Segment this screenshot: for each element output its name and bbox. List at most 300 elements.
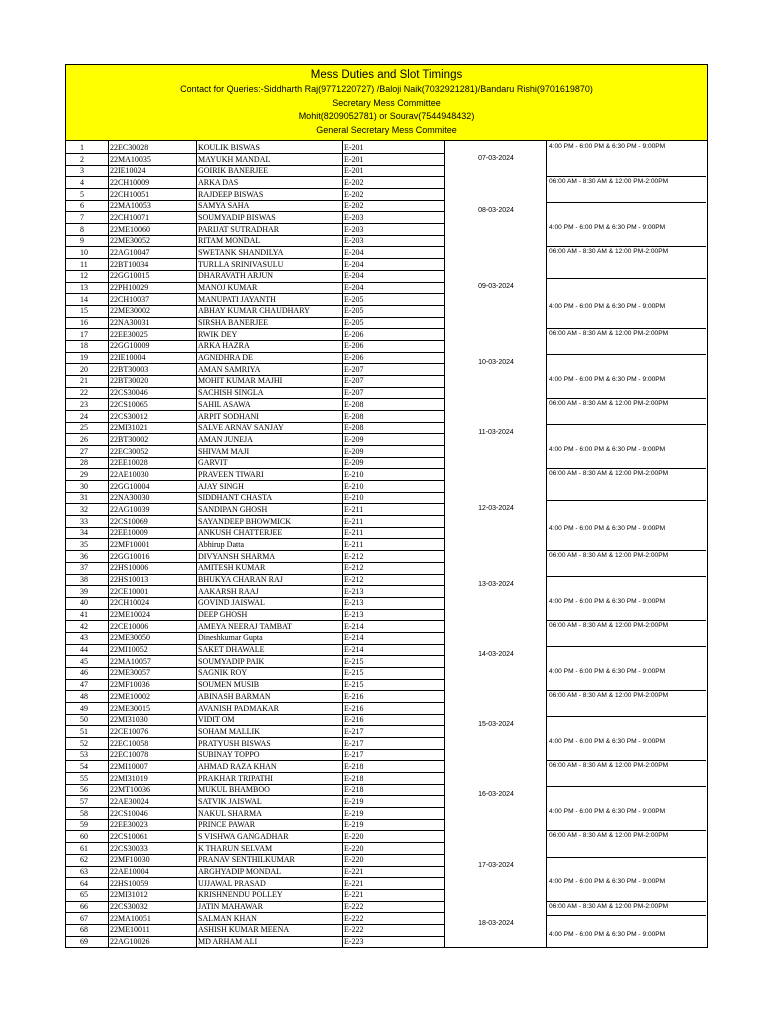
cell-serial: 56 <box>80 785 88 795</box>
cell-room: E-221 <box>344 878 364 888</box>
cell-serial: 49 <box>80 703 88 713</box>
slot-divider <box>546 202 706 203</box>
cell-room: E-204 <box>344 283 364 293</box>
cell-student-name: S VISHWA GANGADHAR <box>198 831 289 841</box>
cell-student-name: UJJAWAL PRASAD <box>198 878 266 888</box>
cell-serial: 17 <box>80 329 88 339</box>
cell-serial: 69 <box>80 937 88 947</box>
cell-student-name: SOUMYADIP BISWAS <box>198 212 276 222</box>
cell-student-name: ARPIT SODHANI <box>198 411 259 421</box>
cell-room: E-219 <box>344 820 364 830</box>
slot-timing-evening: 4:00 PM - 6:00 PM & 6:30 PM - 9:00PM <box>549 223 666 231</box>
cell-roll-number: 22BT30020 <box>110 376 149 386</box>
duty-date: 10-03-2024 <box>478 359 514 367</box>
cell-room: E-203 <box>344 236 364 246</box>
cell-roll-number: 22CS10069 <box>110 516 148 526</box>
cell-roll-number: 22CH10071 <box>110 212 150 222</box>
cell-room: E-214 <box>344 621 364 631</box>
cell-serial: 24 <box>80 411 88 421</box>
cell-roll-number: 22CS30032 <box>110 902 148 912</box>
cell-serial: 10 <box>80 247 88 257</box>
cell-serial: 30 <box>80 481 88 491</box>
cell-roll-number: 22MI31019 <box>110 773 148 783</box>
cell-roll-number: 22MI10052 <box>110 645 148 655</box>
cell-serial: 66 <box>80 902 88 912</box>
cell-roll-number: 22CS30046 <box>110 388 148 398</box>
cell-roll-number: 22ME30057 <box>110 668 150 678</box>
cell-room: E-204 <box>344 247 364 257</box>
cell-roll-number: 22MA10057 <box>110 656 151 666</box>
cell-serial: 55 <box>80 773 88 783</box>
slot-timing-evening: 4:00 PM - 6:00 PM & 6:30 PM - 9:00PM <box>549 737 666 745</box>
cell-serial: 29 <box>80 469 88 479</box>
cell-student-name: SAHIL ASAWA <box>198 399 251 409</box>
cell-roll-number: 22CS30033 <box>110 843 148 853</box>
cell-student-name: PRANAV SENTHILKUMAR <box>198 855 295 865</box>
cell-serial: 51 <box>80 726 88 736</box>
cell-student-name: GOIRIK BANERJEE <box>198 166 268 176</box>
cell-room: E-209 <box>344 458 364 468</box>
cell-serial: 15 <box>80 306 88 316</box>
cell-serial: 54 <box>80 761 88 771</box>
cell-room: E-216 <box>344 715 364 725</box>
cell-roll-number: 22ME30050 <box>110 633 150 643</box>
cell-serial: 11 <box>80 259 88 269</box>
duty-date: 12-03-2024 <box>478 505 514 513</box>
cell-roll-number: 22HS10059 <box>110 878 149 888</box>
cell-room: E-213 <box>344 586 364 596</box>
cell-student-name: AMAN SAMRIYA <box>198 364 261 374</box>
column-divider <box>444 141 445 947</box>
cell-student-name: SAYANDEEP BHOWMICK <box>198 516 291 526</box>
cell-serial: 57 <box>80 796 88 806</box>
cell-roll-number: 22AE30024 <box>110 796 149 806</box>
cell-room: E-220 <box>344 831 364 841</box>
cell-serial: 63 <box>80 867 88 877</box>
cell-room: E-217 <box>344 750 364 760</box>
cell-room: E-216 <box>344 691 364 701</box>
general-secretary-role: General Secretary Mess Commitee <box>316 124 457 135</box>
cell-room: E-212 <box>344 551 364 561</box>
cell-roll-number: 22CE10001 <box>110 586 149 596</box>
cell-roll-number: 22EE10009 <box>110 528 148 538</box>
cell-student-name: NAKUL SHARMA <box>198 808 262 818</box>
cell-serial: 40 <box>80 598 88 608</box>
cell-serial: 8 <box>80 224 84 234</box>
cell-serial: 18 <box>80 341 88 351</box>
duty-date: 09-03-2024 <box>478 283 514 291</box>
duty-date: 14-03-2024 <box>478 651 514 659</box>
cell-student-name: MOHIT KUMAR MAJHI <box>198 376 283 386</box>
cell-serial: 50 <box>80 715 88 725</box>
duty-date: 16-03-2024 <box>478 791 514 799</box>
slot-divider <box>546 716 706 717</box>
cell-student-name: AHMAD RAZA KHAN <box>198 761 277 771</box>
cell-student-name: DEEP GHOSH <box>198 610 248 620</box>
cell-room: E-204 <box>344 259 364 269</box>
cell-student-name: RITAM MONDAL <box>198 236 261 246</box>
cell-room: E-207 <box>344 388 364 398</box>
slot-divider <box>546 915 706 916</box>
cell-serial: 34 <box>80 528 88 538</box>
slot-timing-evening: 4:00 PM - 6:00 PM & 6:30 PM - 9:00PM <box>549 667 666 675</box>
cell-student-name: MANUPATI JAYANTH <box>198 294 276 304</box>
cell-serial: 1 <box>80 142 84 152</box>
cell-serial: 19 <box>80 353 88 363</box>
cell-room: E-221 <box>344 867 364 877</box>
slot-timing-evening: 4:00 PM - 6:00 PM & 6:30 PM - 9:00PM <box>549 807 666 815</box>
cell-student-name: SWETANK SHANDILYA <box>198 247 284 257</box>
cell-room: E-209 <box>344 446 364 456</box>
slot-timing-evening: 4:00 PM - 6:00 PM & 6:30 PM - 9:00PM <box>549 375 666 383</box>
cell-room: E-215 <box>344 668 364 678</box>
slot-timing-morning: 06:00 AM - 8:30 AM & 12:00 PM-2:00PM <box>549 400 669 408</box>
cell-room: E-218 <box>344 785 364 795</box>
cell-roll-number: 22CS30012 <box>110 411 148 421</box>
cell-serial: 9 <box>80 236 84 246</box>
cell-roll-number: 22CH10037 <box>110 294 150 304</box>
slot-timing-morning: 06:00 AM - 8:30 AM & 12:00 PM-2:00PM <box>549 248 669 256</box>
cell-room: E-220 <box>344 855 364 865</box>
cell-student-name: MD ARHAM ALI <box>198 937 258 947</box>
duty-table <box>66 141 707 947</box>
cell-room: E-211 <box>344 539 364 549</box>
secretary-role: Secretary Mess Committee <box>332 97 441 108</box>
cell-serial: 59 <box>80 820 88 830</box>
cell-room: E-210 <box>344 481 364 491</box>
slot-divider <box>546 646 706 647</box>
contact-line-2: Mohit(8209052781) or Sourav(7544948432) <box>298 111 475 122</box>
cell-serial: 41 <box>80 610 88 620</box>
cell-serial: 39 <box>80 586 88 596</box>
cell-serial: 28 <box>80 458 88 468</box>
column-divider <box>546 141 547 947</box>
cell-serial: 46 <box>80 668 88 678</box>
contact-line: Contact for Queries:-Siddharth Raj(9771220727) /Baloji Naik(7032921281)/Bandaru Rishi(9701619870) <box>180 84 593 94</box>
cell-room: E-217 <box>344 726 364 736</box>
cell-serial: 4 <box>80 177 84 187</box>
cell-roll-number: 22ME10060 <box>110 224 150 234</box>
slot-timing-morning: 06:00 AM - 8:30 AM & 12:00 PM-2:00PM <box>549 178 669 186</box>
cell-serial: 5 <box>80 189 84 199</box>
cell-student-name: ANKUSH CHATTERJEE <box>198 528 283 538</box>
cell-student-name: SOHAM MALLIK <box>198 726 260 736</box>
cell-roll-number: 22ME30002 <box>110 306 150 316</box>
cell-room: E-212 <box>344 575 364 585</box>
cell-serial: 23 <box>80 399 88 409</box>
cell-student-name: ARGHYADIP MONDAL <box>198 867 282 877</box>
cell-student-name: KOULIK BISWAS <box>198 142 260 152</box>
cell-roll-number: 22ME10024 <box>110 610 150 620</box>
cell-serial: 31 <box>80 493 88 503</box>
cell-student-name: RWIK DEY <box>198 329 238 339</box>
cell-room: E-203 <box>344 212 364 222</box>
slot-timing-morning: 06:00 AM - 8:30 AM & 12:00 PM-2:00PM <box>549 470 669 478</box>
cell-student-name: Dineshkumar Gupta <box>198 633 263 643</box>
cell-roll-number: 22MI31030 <box>110 715 148 725</box>
cell-student-name: AGNIDHRA DE <box>198 353 253 363</box>
cell-serial: 27 <box>80 446 88 456</box>
cell-roll-number: 22MF10036 <box>110 680 150 690</box>
slot-divider <box>546 576 706 577</box>
cell-student-name: SOUMYADIP PAIK <box>198 656 265 666</box>
cell-roll-number: 22HS10006 <box>110 563 149 573</box>
cell-room: E-219 <box>344 808 364 818</box>
cell-roll-number: 22ME10002 <box>110 691 150 701</box>
cell-student-name: MUKUL BHAMBOO <box>198 785 270 795</box>
cell-serial: 37 <box>80 563 88 573</box>
cell-student-name: AMEYA NEERAJ TAMBAT <box>198 621 292 631</box>
slot-timing: 4:00 PM - 6:00 PM & 6:30 PM - 9:00PM <box>549 143 666 151</box>
cell-room: E-219 <box>344 796 364 806</box>
slot-timing-morning: 06:00 AM - 8:30 AM & 12:00 PM-2:00PM <box>549 902 669 910</box>
duty-date: 15-03-2024 <box>478 721 514 729</box>
slot-timing-morning: 06:00 AM - 8:30 AM & 12:00 PM-2:00PM <box>549 692 669 700</box>
duty-date: 18-03-2024 <box>478 919 514 927</box>
cell-roll-number: 22ME30052 <box>110 236 150 246</box>
cell-room: E-205 <box>344 294 364 304</box>
cell-room: E-208 <box>344 423 364 433</box>
cell-student-name: SUBINAY TOPPO <box>198 750 260 760</box>
cell-student-name: MAYUKH MANDAL <box>198 154 271 164</box>
cell-roll-number: 22MA10051 <box>110 913 151 923</box>
cell-serial: 64 <box>80 878 88 888</box>
cell-student-name: RAJDEEP BISWAS <box>198 189 264 199</box>
cell-student-name: DHARAVATH ARJUN <box>198 271 274 281</box>
cell-student-name: PARIJAT SUTRADHAR <box>198 224 280 234</box>
cell-serial: 6 <box>80 201 84 211</box>
cell-roll-number: 22MI10007 <box>110 761 148 771</box>
cell-student-name: KRISHNENDU POLLEY <box>198 890 283 900</box>
cell-roll-number: 22NA30030 <box>110 493 150 503</box>
cell-room: E-210 <box>344 493 364 503</box>
cell-serial: 25 <box>80 423 88 433</box>
slot-divider <box>546 424 706 425</box>
cell-serial: 14 <box>80 294 88 304</box>
cell-roll-number: 22CS10046 <box>110 808 148 818</box>
cell-room: E-211 <box>344 516 364 526</box>
column-divider <box>342 141 343 947</box>
cell-room: E-209 <box>344 434 364 444</box>
cell-room: E-202 <box>344 201 364 211</box>
cell-serial: 20 <box>80 364 88 374</box>
cell-serial: 7 <box>80 212 84 222</box>
cell-roll-number: 22EE30025 <box>110 329 148 339</box>
slot-timing-morning: 06:00 AM - 8:30 AM & 12:00 PM-2:00PM <box>549 330 669 338</box>
slot-divider <box>546 354 706 355</box>
cell-student-name: SHIVAM MAJI <box>198 446 250 456</box>
duty-date: 13-03-2024 <box>478 581 514 589</box>
cell-roll-number: 22GG10016 <box>110 551 150 561</box>
cell-student-name: AVANISH PADMAKAR <box>198 703 279 713</box>
slot-divider <box>546 786 706 787</box>
cell-serial: 62 <box>80 855 88 865</box>
cell-room: E-202 <box>344 189 364 199</box>
cell-student-name: AMAN JUNEJA <box>198 434 253 444</box>
cell-student-name: BHUKYA CHARAN RAJ <box>198 575 283 585</box>
cell-room: E-212 <box>344 563 364 573</box>
cell-student-name: SAGNIK ROY <box>198 668 248 678</box>
slot-timing-evening: 4:00 PM - 6:00 PM & 6:30 PM - 9:00PM <box>549 930 666 938</box>
cell-roll-number: 22CH10051 <box>110 189 150 199</box>
cell-student-name: SIDDHANT CHASTA <box>198 493 273 503</box>
cell-roll-number: 22CH10009 <box>110 177 150 187</box>
slot-timing-evening: 4:00 PM - 6:00 PM & 6:30 PM - 9:00PM <box>549 445 666 453</box>
cell-student-name: SATVIK JAISWAL <box>198 796 262 806</box>
cell-student-name: DIVYANSH SHARMA <box>198 551 276 561</box>
cell-room: E-206 <box>344 329 364 339</box>
cell-room: E-201 <box>344 166 364 176</box>
cell-roll-number: 22EE30023 <box>110 820 148 830</box>
cell-student-name: TURLLA SRINIVASULU <box>198 259 284 269</box>
cell-room: E-208 <box>344 399 364 409</box>
cell-roll-number: 22ME10011 <box>110 925 150 935</box>
cell-room: E-214 <box>344 645 364 655</box>
cell-serial: 33 <box>80 516 88 526</box>
cell-room: E-207 <box>344 376 364 386</box>
cell-roll-number: 22GG10009 <box>110 341 150 351</box>
cell-room: E-203 <box>344 224 364 234</box>
cell-room: E-213 <box>344 610 364 620</box>
cell-student-name: K THARUN SELVAM <box>198 843 273 853</box>
cell-student-name: SIRSHA BANERJEE <box>198 318 269 328</box>
slot-divider <box>546 278 706 279</box>
cell-roll-number: 22AG10039 <box>110 504 150 514</box>
column-divider <box>196 141 197 947</box>
cell-student-name: ABINASH BARMAN <box>198 691 271 701</box>
cell-student-name: VIDIT OM <box>198 715 235 725</box>
cell-serial: 13 <box>80 283 88 293</box>
cell-roll-number: 22MA10053 <box>110 201 151 211</box>
cell-serial: 38 <box>80 575 88 585</box>
cell-room: E-207 <box>344 364 364 374</box>
cell-roll-number: 22EC30052 <box>110 446 149 456</box>
cell-room: E-204 <box>344 271 364 281</box>
cell-room: E-216 <box>344 703 364 713</box>
cell-serial: 36 <box>80 551 88 561</box>
cell-student-name: GOVIND JAISWAL <box>198 598 265 608</box>
cell-roll-number: 22CE10006 <box>110 621 149 631</box>
cell-roll-number: 22IE10024 <box>110 166 146 176</box>
sheet-title: Mess Duties and Slot Timings <box>310 69 463 81</box>
cell-roll-number: 22AE10030 <box>110 469 149 479</box>
cell-student-name: SACHISH SINGLA <box>198 388 264 398</box>
cell-serial: 3 <box>80 166 84 176</box>
cell-serial: 32 <box>80 504 88 514</box>
cell-room: E-206 <box>344 341 364 351</box>
cell-student-name: PRAVEEN TIWARI <box>198 469 264 479</box>
sheet-header <box>66 65 707 141</box>
cell-student-name: ABHAY KUMAR CHAUDHARY <box>198 306 310 316</box>
cell-roll-number: 22AG10047 <box>110 247 150 257</box>
cell-roll-number: 22AE10004 <box>110 867 149 877</box>
cell-student-name: AAKARSH RAAJ <box>198 586 259 596</box>
duty-date: 17-03-2024 <box>478 861 514 869</box>
slot-divider <box>546 857 706 858</box>
cell-roll-number: 22AG10026 <box>110 937 150 947</box>
mess-duty-sheet <box>65 64 708 948</box>
cell-roll-number: 22EC10058 <box>110 738 149 748</box>
cell-roll-number: 22EE10028 <box>110 458 148 468</box>
cell-student-name: SANDIPAN GHOSH <box>198 504 268 514</box>
cell-serial: 2 <box>80 154 84 164</box>
cell-room: E-217 <box>344 738 364 748</box>
cell-roll-number: 22MT10036 <box>110 785 150 795</box>
cell-serial: 43 <box>80 633 88 643</box>
cell-roll-number: 22MI31012 <box>110 890 148 900</box>
cell-roll-number: 22CE10076 <box>110 726 149 736</box>
cell-student-name: GARVIT <box>198 458 228 468</box>
slot-timing-morning: 06:00 AM - 8:30 AM & 12:00 PM-2:00PM <box>549 552 669 560</box>
cell-room: E-211 <box>344 504 364 514</box>
duty-date: 08-03-2024 <box>478 207 514 215</box>
row-divider <box>66 947 444 948</box>
cell-room: E-223 <box>344 937 364 947</box>
cell-roll-number: 22EC10078 <box>110 750 149 760</box>
cell-student-name: AJAY SINGH <box>198 481 244 491</box>
cell-roll-number: 22CS10065 <box>110 399 148 409</box>
cell-student-name: SOUMEN MUSIB <box>198 680 260 690</box>
cell-serial: 58 <box>80 808 88 818</box>
cell-student-name: JATIN MAHAWAR <box>198 902 263 912</box>
cell-roll-number: 22BT30003 <box>110 364 149 374</box>
slot-divider <box>546 500 706 501</box>
cell-room: E-213 <box>344 598 364 608</box>
cell-student-name: PRATYUSH BISWAS <box>198 738 271 748</box>
cell-room: E-208 <box>344 411 364 421</box>
slot-timing-morning: 06:00 AM - 8:30 AM & 12:00 PM-2:00PM <box>549 622 669 630</box>
cell-room: E-222 <box>344 925 364 935</box>
cell-room: E-205 <box>344 318 364 328</box>
cell-serial: 48 <box>80 691 88 701</box>
cell-room: E-201 <box>344 154 364 164</box>
cell-serial: 67 <box>80 913 88 923</box>
cell-roll-number: 22EC30028 <box>110 142 149 152</box>
cell-student-name: MANOJ KUMAR <box>198 283 258 293</box>
cell-serial: 65 <box>80 890 88 900</box>
slot-timing-evening: 4:00 PM - 6:00 PM & 6:30 PM - 9:00PM <box>549 302 666 310</box>
cell-student-name: SAMYA SAHA <box>198 201 250 211</box>
cell-room: E-205 <box>344 306 364 316</box>
cell-room: E-215 <box>344 680 364 690</box>
cell-roll-number: 22CH10024 <box>110 598 150 608</box>
cell-serial: 26 <box>80 434 88 444</box>
cell-roll-number: 22PH10029 <box>110 283 149 293</box>
cell-serial: 12 <box>80 271 88 281</box>
cell-room: E-222 <box>344 913 364 923</box>
cell-student-name: Abhirup Datta <box>198 539 244 549</box>
cell-serial: 60 <box>80 831 88 841</box>
cell-room: E-210 <box>344 469 364 479</box>
cell-roll-number: 22MA10035 <box>110 154 151 164</box>
cell-serial: 22 <box>80 388 88 398</box>
cell-serial: 68 <box>80 925 88 935</box>
cell-student-name: PRAKHAR TRIPATHI <box>198 773 273 783</box>
cell-room: E-221 <box>344 890 364 900</box>
duty-date: 11-03-2024 <box>478 429 514 437</box>
cell-student-name: ARKA HAZRA <box>198 341 250 351</box>
cell-room: E-202 <box>344 177 364 187</box>
cell-roll-number: 22MF10001 <box>110 539 150 549</box>
cell-roll-number: 22MI31021 <box>110 423 148 433</box>
slot-timing-evening: 4:00 PM - 6:00 PM & 6:30 PM - 9:00PM <box>549 878 666 886</box>
cell-room: E-218 <box>344 761 364 771</box>
cell-room: E-211 <box>344 528 364 538</box>
cell-student-name: PRINCE PAWAR <box>198 820 256 830</box>
cell-student-name: SAKET DHAWALE <box>198 645 265 655</box>
slot-timing-evening: 4:00 PM - 6:00 PM & 6:30 PM - 9:00PM <box>549 524 666 532</box>
cell-roll-number: 22CS10061 <box>110 831 148 841</box>
